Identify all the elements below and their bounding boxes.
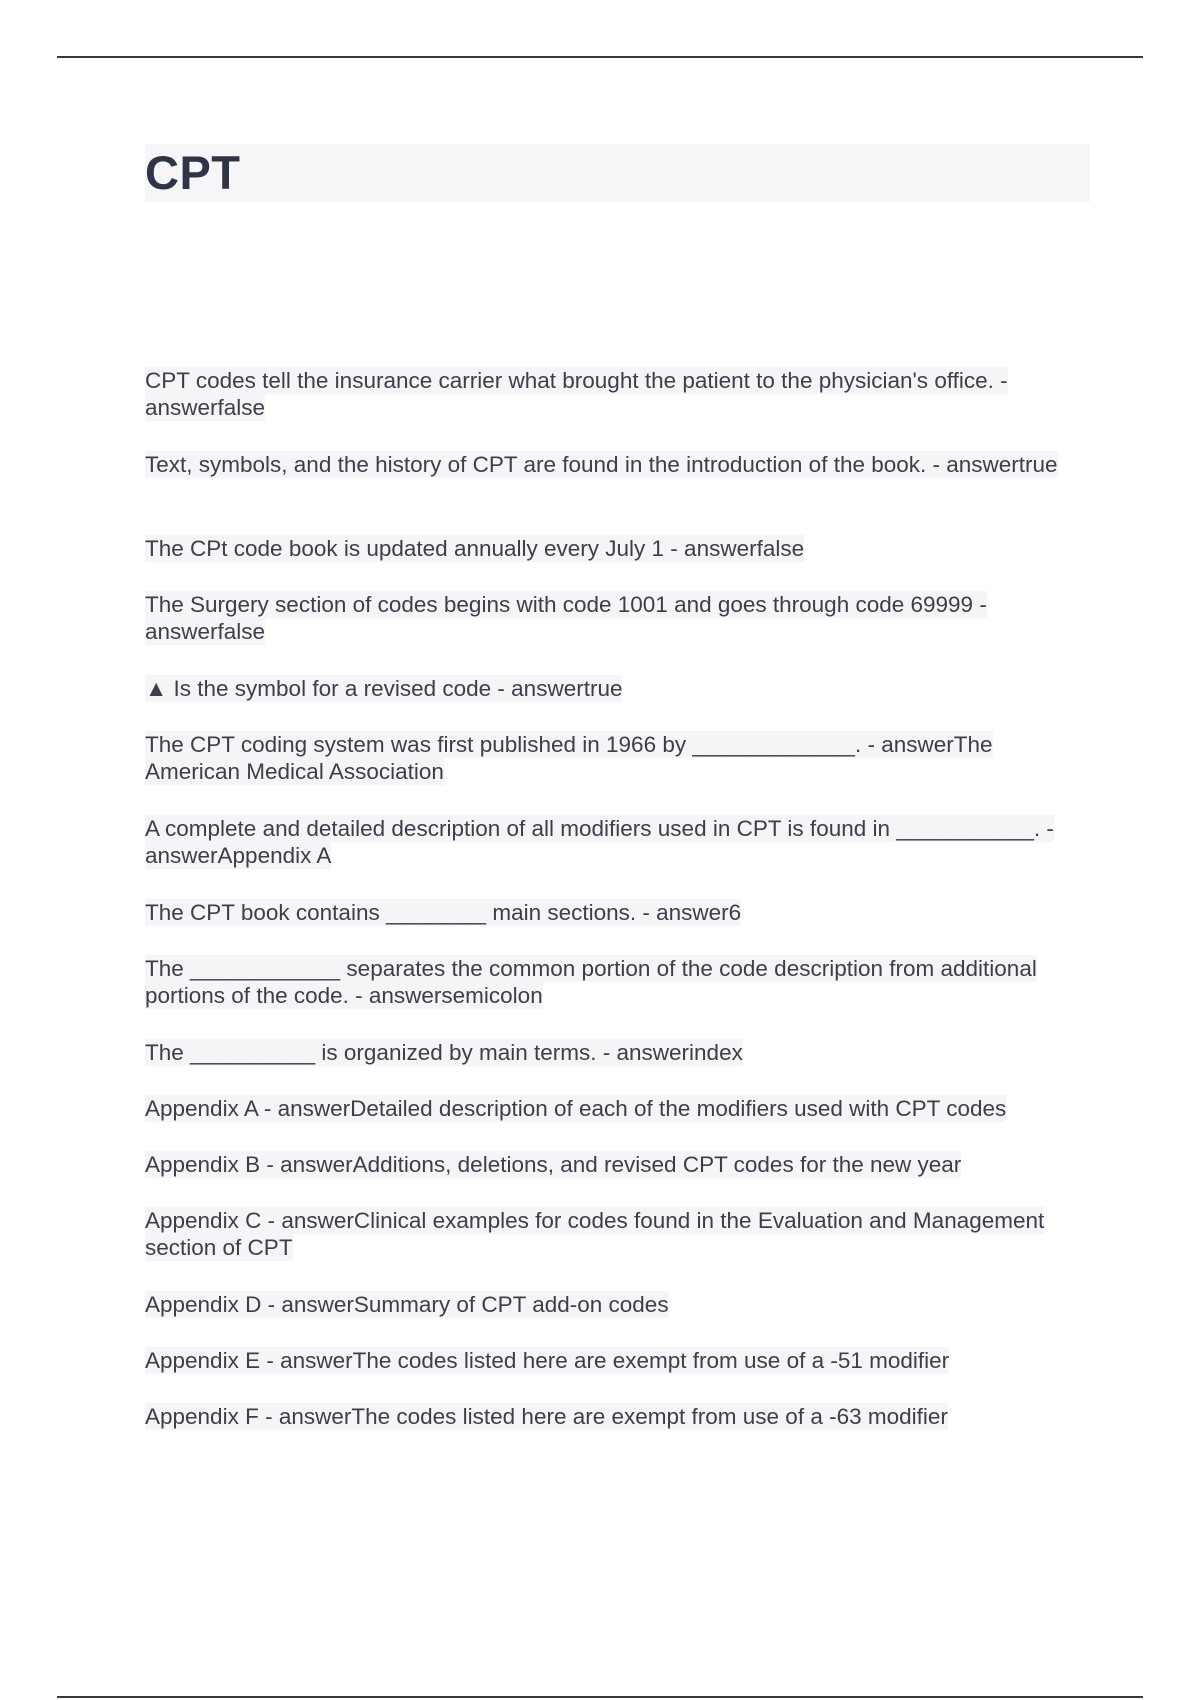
qa-text: Appendix D - answerSummary of CPT add-on codes: [145, 1292, 669, 1317]
qa-text: Text, symbols, and the history of CPT are found in the introduction of the book. - answertrue: [145, 452, 1058, 477]
qa-item: [145, 955, 1080, 1039]
qa-item: [145, 1095, 1080, 1151]
qa-item: [145, 591, 1080, 675]
qa-text: CPT codes tell the insurance carrier what brought the patient to the physician's office. - answerfalse: [145, 368, 1008, 420]
qa-text: ▲ Is the symbol for a revised code - answertrue: [145, 676, 623, 701]
qa-item: [145, 1039, 1080, 1095]
top-rule: [57, 56, 1143, 58]
qa-item: [145, 815, 1080, 899]
bottom-rule: [57, 1696, 1143, 1698]
qa-item: [145, 1291, 1080, 1347]
qa-text: Appendix C - answerClinical examples for codes found in the Evaluation and Management section of CPT: [145, 1208, 1045, 1260]
qa-text: The __________ is organized by main terms. - answerindex: [145, 1040, 743, 1065]
qa-item: [145, 731, 1080, 815]
qa-text: The CPT coding system was first published in 1966 by _____________. - answerThe American Medical Association: [145, 732, 993, 784]
qa-item: [145, 451, 1080, 535]
qa-text: The CPt code book is updated annually every July 1 - answerfalse: [145, 536, 805, 561]
qa-item: [145, 899, 1080, 955]
qa-item: [145, 1347, 1080, 1403]
qa-text: Appendix A - answerDetailed description of each of the modifiers used with CPT codes: [145, 1096, 1007, 1121]
title-band: [145, 144, 1090, 202]
qa-item: [145, 367, 1080, 451]
qa-item: [145, 1151, 1080, 1207]
qa-item: [145, 1207, 1080, 1291]
qa-text: The ____________ separates the common portion of the code description from additional portions of the code. - answersemicolon: [145, 956, 1037, 1008]
qa-text: Appendix B - answerAdditions, deletions, and revised CPT codes for the new year: [145, 1152, 962, 1177]
qa-item: [145, 675, 1080, 731]
qa-list: [145, 367, 1080, 1459]
qa-item: [145, 1403, 1080, 1459]
qa-text: Appendix F - answerThe codes listed here are exempt from use of a -63 modifier: [145, 1404, 948, 1429]
qa-text: Appendix E - answerThe codes listed here are exempt from use of a -51 modifier: [145, 1348, 950, 1373]
document-title: CPT: [145, 146, 241, 199]
qa-item: [145, 535, 1080, 591]
qa-text: The Surgery section of codes begins with code 1001 and goes through code 69999 - answerfalse: [145, 592, 987, 644]
qa-text: A complete and detailed description of all modifiers used in CPT is found in ___________. - answerAppendix A: [145, 816, 1054, 868]
qa-text: The CPT book contains ________ main sections. - answer6: [145, 900, 742, 925]
